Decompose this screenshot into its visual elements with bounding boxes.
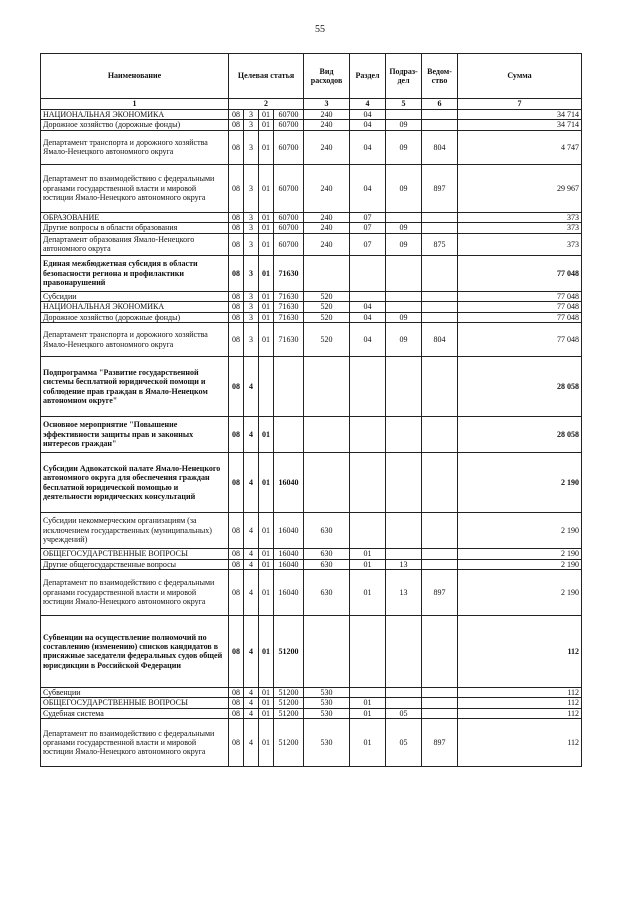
subsection-code xyxy=(386,291,422,301)
row-name: Субсидии xyxy=(41,291,229,301)
direction-code: 51200 xyxy=(274,698,304,708)
program-code: 08 xyxy=(229,569,244,615)
program-code: 08 xyxy=(229,615,244,687)
table-row xyxy=(41,120,582,130)
row-sum: 77 048 xyxy=(458,291,582,301)
row-sum: 112 xyxy=(458,615,582,687)
row-name: Судебная система xyxy=(41,708,229,718)
expense-type-code: 520 xyxy=(304,302,350,312)
section-code xyxy=(350,513,386,549)
row-sum: 77 048 xyxy=(458,255,582,291)
row-name: Другие вопросы в области образования xyxy=(41,223,229,233)
section-code: 01 xyxy=(350,698,386,708)
program-code: 08 xyxy=(229,559,244,569)
event-code: 01 xyxy=(259,698,274,708)
department-code: 897 xyxy=(422,164,458,212)
header-target-article: Целевая статья xyxy=(229,54,304,99)
program-code: 08 xyxy=(229,120,244,130)
direction-code: 51200 xyxy=(274,719,304,767)
direction-code: 51200 xyxy=(274,687,304,697)
subsection-code xyxy=(386,549,422,559)
section-code: 01 xyxy=(350,708,386,718)
section-code xyxy=(350,255,386,291)
section-code: 04 xyxy=(350,323,386,357)
section-code: 04 xyxy=(350,120,386,130)
department-code xyxy=(422,453,458,513)
row-name: ОБРАЗОВАНИЕ xyxy=(41,212,229,222)
section-code: 04 xyxy=(350,302,386,312)
program-code: 08 xyxy=(229,312,244,322)
subsection-code: 09 xyxy=(386,233,422,255)
department-code: 875 xyxy=(422,233,458,255)
budget-table xyxy=(40,53,582,767)
row-sum: 77 048 xyxy=(458,312,582,322)
subprogram-code: 4 xyxy=(244,719,259,767)
subsection-code xyxy=(386,255,422,291)
row-sum: 112 xyxy=(458,719,582,767)
event-code: 01 xyxy=(259,164,274,212)
event-code: 01 xyxy=(259,130,274,164)
event-code: 01 xyxy=(259,417,274,453)
subprogram-code: 4 xyxy=(244,559,259,569)
direction-code xyxy=(274,357,304,417)
direction-code: 60700 xyxy=(274,212,304,222)
program-code: 08 xyxy=(229,453,244,513)
subprogram-code: 3 xyxy=(244,323,259,357)
expense-type-code: 520 xyxy=(304,291,350,301)
expense-type-code xyxy=(304,615,350,687)
department-code xyxy=(422,615,458,687)
section-code xyxy=(350,615,386,687)
row-name: Департамент транспорта и дорожного хозяйства Ямало-Ненецкого автономного округа xyxy=(41,323,229,357)
row-sum: 2 190 xyxy=(458,549,582,559)
department-code xyxy=(422,549,458,559)
expense-type-code: 530 xyxy=(304,719,350,767)
subsection-code xyxy=(386,110,422,120)
subprogram-code: 3 xyxy=(244,130,259,164)
event-code xyxy=(259,357,274,417)
expense-type-code: 630 xyxy=(304,569,350,615)
program-code: 08 xyxy=(229,719,244,767)
subsection-code: 09 xyxy=(386,164,422,212)
event-code: 01 xyxy=(259,615,274,687)
table-row xyxy=(41,615,582,687)
department-code xyxy=(422,513,458,549)
event-code: 01 xyxy=(259,719,274,767)
header-department: Ведом-ство xyxy=(422,54,458,99)
department-code xyxy=(422,223,458,233)
subsection-code: 09 xyxy=(386,323,422,357)
row-sum: 2 190 xyxy=(458,559,582,569)
event-code: 01 xyxy=(259,110,274,120)
department-code xyxy=(422,110,458,120)
subprogram-code: 3 xyxy=(244,164,259,212)
header-section: Раздел xyxy=(350,54,386,99)
row-name: Единая межбюджетная субсидия в области безопасности региона и профилактики правонарушений xyxy=(41,255,229,291)
row-name: Департамент образования Ямало-Ненецкого автономного округа xyxy=(41,233,229,255)
subsection-code xyxy=(386,357,422,417)
subsection-code xyxy=(386,513,422,549)
table-row xyxy=(41,549,582,559)
row-name: Подпрограмма "Развитие государственной системы бесплатной юридической помощи и соблюдение прав граждан в Ямало-Ненецком автономном округе" xyxy=(41,357,229,417)
expense-type-code: 240 xyxy=(304,130,350,164)
header-name: Наименование xyxy=(41,54,229,99)
section-code xyxy=(350,357,386,417)
table-row xyxy=(41,312,582,322)
column-number: 3 xyxy=(304,99,350,110)
direction-code: 51200 xyxy=(274,708,304,718)
program-code: 08 xyxy=(229,130,244,164)
direction-code: 16040 xyxy=(274,549,304,559)
table-row xyxy=(41,698,582,708)
table-row xyxy=(41,255,582,291)
expense-type-code: 630 xyxy=(304,559,350,569)
direction-code: 71630 xyxy=(274,255,304,291)
expense-type-code: 630 xyxy=(304,549,350,559)
program-code: 08 xyxy=(229,291,244,301)
subsection-code xyxy=(386,302,422,312)
subsection-code: 09 xyxy=(386,223,422,233)
department-code: 804 xyxy=(422,130,458,164)
section-code: 07 xyxy=(350,212,386,222)
event-code: 01 xyxy=(259,233,274,255)
row-name: Субсидии некоммерческим организациям (за исключением государственных (муниципальных) учреждений) xyxy=(41,513,229,549)
section-code: 07 xyxy=(350,233,386,255)
event-code: 01 xyxy=(259,453,274,513)
department-code xyxy=(422,120,458,130)
table-row xyxy=(41,357,582,417)
subprogram-code: 3 xyxy=(244,312,259,322)
row-name: ОБЩЕГОСУДАРСТВЕННЫЕ ВОПРОСЫ xyxy=(41,549,229,559)
department-code xyxy=(422,708,458,718)
table-row xyxy=(41,212,582,222)
program-code: 08 xyxy=(229,164,244,212)
subsection-code xyxy=(386,698,422,708)
department-code xyxy=(422,698,458,708)
program-code: 08 xyxy=(229,549,244,559)
subsection-code xyxy=(386,687,422,697)
event-code: 01 xyxy=(259,223,274,233)
department-code xyxy=(422,687,458,697)
row-sum: 2 190 xyxy=(458,569,582,615)
subsection-code: 13 xyxy=(386,569,422,615)
subprogram-code: 4 xyxy=(244,569,259,615)
row-sum: 112 xyxy=(458,698,582,708)
row-name: Департамент по взаимодействию с федеральными органами государственной власти и мировой юстиции Ямало-Ненецкого автономного округа xyxy=(41,719,229,767)
event-code: 01 xyxy=(259,120,274,130)
row-sum: 77 048 xyxy=(458,302,582,312)
section-code: 01 xyxy=(350,559,386,569)
column-number: 2 xyxy=(229,99,304,110)
subsection-code: 09 xyxy=(386,120,422,130)
header-sum: Сумма xyxy=(458,54,582,99)
row-name: ОБЩЕГОСУДАРСТВЕННЫЕ ВОПРОСЫ xyxy=(41,698,229,708)
expense-type-code: 520 xyxy=(304,312,350,322)
program-code: 08 xyxy=(229,255,244,291)
event-code: 01 xyxy=(259,312,274,322)
row-sum: 4 747 xyxy=(458,130,582,164)
event-code: 01 xyxy=(259,323,274,357)
column-number: 6 xyxy=(422,99,458,110)
direction-code: 60700 xyxy=(274,130,304,164)
table-row xyxy=(41,513,582,549)
table-row xyxy=(41,223,582,233)
section-code: 01 xyxy=(350,549,386,559)
department-code: 804 xyxy=(422,323,458,357)
section-code xyxy=(350,291,386,301)
row-name: Департамент по взаимодействию с федеральными органами государственной власти и мировой юстиции Ямало-Ненецкого автономного округа xyxy=(41,164,229,212)
table-row xyxy=(41,417,582,453)
direction-code xyxy=(274,417,304,453)
department-code xyxy=(422,212,458,222)
event-code: 01 xyxy=(259,255,274,291)
direction-code: 60700 xyxy=(274,120,304,130)
subprogram-code: 3 xyxy=(244,223,259,233)
expense-type-code xyxy=(304,453,350,513)
event-code: 01 xyxy=(259,302,274,312)
subsection-code xyxy=(386,453,422,513)
section-code: 07 xyxy=(350,223,386,233)
department-code: 897 xyxy=(422,569,458,615)
subprogram-code: 4 xyxy=(244,615,259,687)
expense-type-code: 240 xyxy=(304,223,350,233)
table-row xyxy=(41,110,582,120)
subprogram-code: 3 xyxy=(244,110,259,120)
table-row xyxy=(41,569,582,615)
program-code: 08 xyxy=(229,302,244,312)
direction-code: 16040 xyxy=(274,569,304,615)
section-code: 04 xyxy=(350,164,386,212)
column-number: 1 xyxy=(41,99,229,110)
row-sum: 34 714 xyxy=(458,110,582,120)
department-code xyxy=(422,357,458,417)
row-sum: 373 xyxy=(458,212,582,222)
table-row xyxy=(41,164,582,212)
expense-type-code: 520 xyxy=(304,323,350,357)
row-name: НАЦИОНАЛЬНАЯ ЭКОНОМИКА xyxy=(41,302,229,312)
event-code: 01 xyxy=(259,549,274,559)
direction-code: 16040 xyxy=(274,453,304,513)
subprogram-code: 3 xyxy=(244,233,259,255)
department-code xyxy=(422,255,458,291)
direction-code: 71630 xyxy=(274,302,304,312)
row-sum: 34 714 xyxy=(458,120,582,130)
expense-type-code: 240 xyxy=(304,110,350,120)
table-row xyxy=(41,130,582,164)
department-code xyxy=(422,291,458,301)
section-code: 04 xyxy=(350,312,386,322)
page-number: 55 xyxy=(315,24,325,35)
row-sum: 2 190 xyxy=(458,513,582,549)
department-code xyxy=(422,312,458,322)
row-sum: 373 xyxy=(458,233,582,255)
program-code: 08 xyxy=(229,110,244,120)
direction-code: 60700 xyxy=(274,110,304,120)
subsection-code xyxy=(386,212,422,222)
row-name: Дорожное хозяйство (дорожные фонды) xyxy=(41,120,229,130)
row-name: Другие общегосударственные вопросы xyxy=(41,559,229,569)
subprogram-code: 4 xyxy=(244,549,259,559)
section-code: 01 xyxy=(350,719,386,767)
section-code xyxy=(350,417,386,453)
section-code: 01 xyxy=(350,569,386,615)
direction-code: 71630 xyxy=(274,291,304,301)
subprogram-code: 3 xyxy=(244,120,259,130)
table-row xyxy=(41,719,582,767)
program-code: 08 xyxy=(229,357,244,417)
department-code xyxy=(422,417,458,453)
row-sum: 28 058 xyxy=(458,357,582,417)
direction-code: 51200 xyxy=(274,615,304,687)
column-number: 7 xyxy=(458,99,582,110)
department-code: 897 xyxy=(422,719,458,767)
column-number: 5 xyxy=(386,99,422,110)
row-sum: 112 xyxy=(458,687,582,697)
section-code xyxy=(350,687,386,697)
row-sum: 29 967 xyxy=(458,164,582,212)
program-code: 08 xyxy=(229,708,244,718)
subsection-code: 09 xyxy=(386,312,422,322)
expense-type-code: 530 xyxy=(304,708,350,718)
event-code: 01 xyxy=(259,569,274,615)
expense-type-code: 530 xyxy=(304,698,350,708)
expense-type-code: 240 xyxy=(304,164,350,212)
subsection-code: 13 xyxy=(386,559,422,569)
subprogram-code: 3 xyxy=(244,302,259,312)
subprogram-code: 3 xyxy=(244,291,259,301)
direction-code: 60700 xyxy=(274,164,304,212)
program-code: 08 xyxy=(229,212,244,222)
expense-type-code: 240 xyxy=(304,212,350,222)
direction-code: 71630 xyxy=(274,312,304,322)
row-sum: 373 xyxy=(458,223,582,233)
event-code: 01 xyxy=(259,559,274,569)
row-name: Дорожное хозяйство (дорожные фонды) xyxy=(41,312,229,322)
subsection-code: 09 xyxy=(386,130,422,164)
program-code: 08 xyxy=(229,698,244,708)
table-row xyxy=(41,302,582,312)
subprogram-code: 3 xyxy=(244,212,259,222)
table-row xyxy=(41,453,582,513)
section-code xyxy=(350,453,386,513)
subprogram-code: 4 xyxy=(244,357,259,417)
row-name: Субвенции на осуществление полномочий по составлению (изменению) списков кандидатов в присяжные заседатели федеральных судов общей юрисдикции в Российской Федерации xyxy=(41,615,229,687)
row-name: Департамент транспорта и дорожного хозяйства Ямало-Ненецкого автономного округа xyxy=(41,130,229,164)
program-code: 08 xyxy=(229,687,244,697)
table-row xyxy=(41,687,582,697)
expense-type-code: 630 xyxy=(304,513,350,549)
expense-type-code: 240 xyxy=(304,233,350,255)
table-row xyxy=(41,323,582,357)
column-number: 4 xyxy=(350,99,386,110)
table-row xyxy=(41,233,582,255)
subsection-code xyxy=(386,615,422,687)
table-row xyxy=(41,559,582,569)
direction-code: 16040 xyxy=(274,559,304,569)
row-sum: 77 048 xyxy=(458,323,582,357)
header-subsection: Подраз-дел xyxy=(386,54,422,99)
table-body xyxy=(41,110,582,767)
department-code xyxy=(422,302,458,312)
subprogram-code: 4 xyxy=(244,687,259,697)
subprogram-code: 3 xyxy=(244,255,259,291)
row-name: Департамент по взаимодействию с федеральными органами государственной власти и мировой юстиции Ямало-Ненецкого автономного округа xyxy=(41,569,229,615)
expense-type-code xyxy=(304,255,350,291)
expense-type-code xyxy=(304,357,350,417)
subsection-code: 05 xyxy=(386,719,422,767)
table-row xyxy=(41,708,582,718)
table-row xyxy=(41,291,582,301)
row-name: Субсидии Адвокатской палате Ямало-Ненецкого автономного округа для обеспечения граждан бесплатной юридической помощью и деятельности юридических консультаций xyxy=(41,453,229,513)
subsection-code xyxy=(386,417,422,453)
row-sum: 2 190 xyxy=(458,453,582,513)
event-code: 01 xyxy=(259,212,274,222)
program-code: 08 xyxy=(229,323,244,357)
row-name: НАЦИОНАЛЬНАЯ ЭКОНОМИКА xyxy=(41,110,229,120)
direction-code: 16040 xyxy=(274,513,304,549)
direction-code: 60700 xyxy=(274,233,304,255)
row-name: Основное мероприятие "Повышение эффективности защиты прав и законных интересов граждан" xyxy=(41,417,229,453)
row-sum: 112 xyxy=(458,708,582,718)
row-sum: 28 058 xyxy=(458,417,582,453)
program-code: 08 xyxy=(229,417,244,453)
program-code: 08 xyxy=(229,513,244,549)
header-expense-type: Вид расходов xyxy=(304,54,350,99)
event-code: 01 xyxy=(259,708,274,718)
row-name: Субвенции xyxy=(41,687,229,697)
expense-type-code xyxy=(304,417,350,453)
subprogram-code: 4 xyxy=(244,417,259,453)
subprogram-code: 4 xyxy=(244,698,259,708)
program-code: 08 xyxy=(229,233,244,255)
subprogram-code: 4 xyxy=(244,513,259,549)
expense-type-code: 240 xyxy=(304,120,350,130)
direction-code: 60700 xyxy=(274,223,304,233)
subprogram-code: 4 xyxy=(244,453,259,513)
direction-code: 71630 xyxy=(274,323,304,357)
section-code: 04 xyxy=(350,130,386,164)
event-code: 01 xyxy=(259,687,274,697)
expense-type-code: 530 xyxy=(304,687,350,697)
section-code: 04 xyxy=(350,110,386,120)
subprogram-code: 4 xyxy=(244,708,259,718)
department-code xyxy=(422,559,458,569)
event-code: 01 xyxy=(259,291,274,301)
subsection-code: 05 xyxy=(386,708,422,718)
program-code: 08 xyxy=(229,223,244,233)
event-code: 01 xyxy=(259,513,274,549)
